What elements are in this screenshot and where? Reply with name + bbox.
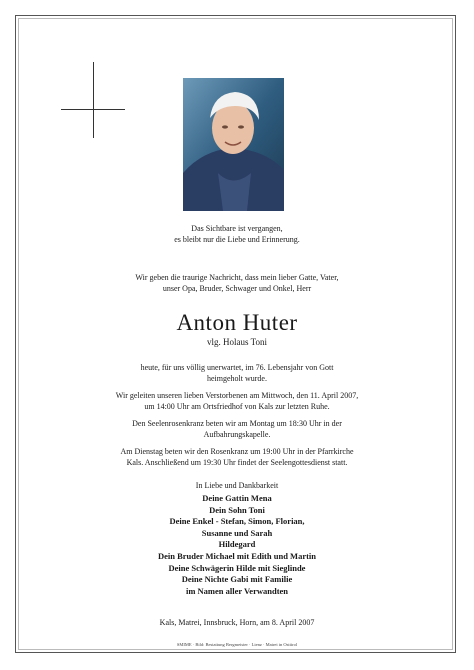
family-member: Deine Enkel - Stefan, Simon, Florian, (169, 516, 305, 527)
paragraph-rosary-tuesday: Am Dienstag beten wir den Rosenkranz um 19:00 Uhr in der Pfarrkirche Kals. Anschließend um 19:30 Uhr findet der Seelengottesdienst statt. (120, 447, 354, 467)
family-member: Deine Gattin Mena (202, 493, 272, 503)
deceased-nickname: vlg. Holaus Toni (207, 337, 267, 347)
place-and-date: Kals, Matrei, Innsbruck, Horn, am 8. April 2007 (159, 618, 315, 627)
family-member: im Namen aller Verwandten (185, 585, 289, 596)
portrait-photo (183, 78, 284, 211)
family-member: Hildegard (218, 539, 256, 550)
family-member: Deine Nichte Gabi mit Familie (181, 574, 293, 585)
family-member: Dein Bruder Michael mit Edith und Martin (157, 550, 317, 561)
family-member: Deine Schwägerin Hilde mit Sieglinde (168, 562, 306, 573)
cross-icon-vertical (93, 62, 94, 138)
paragraph-passing: heute, für uns völlig unerwartet, im 76. Lebensjahr von Gott heimgeholt wurde. (140, 363, 334, 383)
memorial-quote: Das Sichtbare ist vergangen, es bleibt nur die Liebe und Erinnerung. (174, 224, 300, 244)
paragraph-rosary-monday: Den Seelenrosenkranz beten wir am Montag um 18:30 Uhr in der Aufbahrungskapelle. (132, 419, 342, 439)
printer-footer: SMIME · Bild: Bestattung Bergmeister · Lienz · Matrei in Osttirol (176, 642, 298, 647)
paragraph-funeral: Wir geleiten unseren lieben Verstorbenen am Mittwoch, den 11. April 2007, um 14:00 Uhr am Ortsfriedhof von Kals zur letzten Ruhe. (115, 391, 359, 411)
family-member: Dein Sohn Toni (209, 504, 265, 515)
family-member: Susanne und Sarah (201, 527, 273, 538)
announcement-intro: Wir geben die traurige Nachricht, dass mein lieber Gatte, Vater, unser Opa, Bruder, Schwager und Onkel, Herr (135, 273, 339, 293)
family-list (0, 493, 474, 597)
cross-icon-horizontal (61, 109, 125, 110)
closing-line: In Liebe und Dankbarkeit (195, 481, 279, 490)
deceased-name: Anton Huter (176, 310, 298, 335)
